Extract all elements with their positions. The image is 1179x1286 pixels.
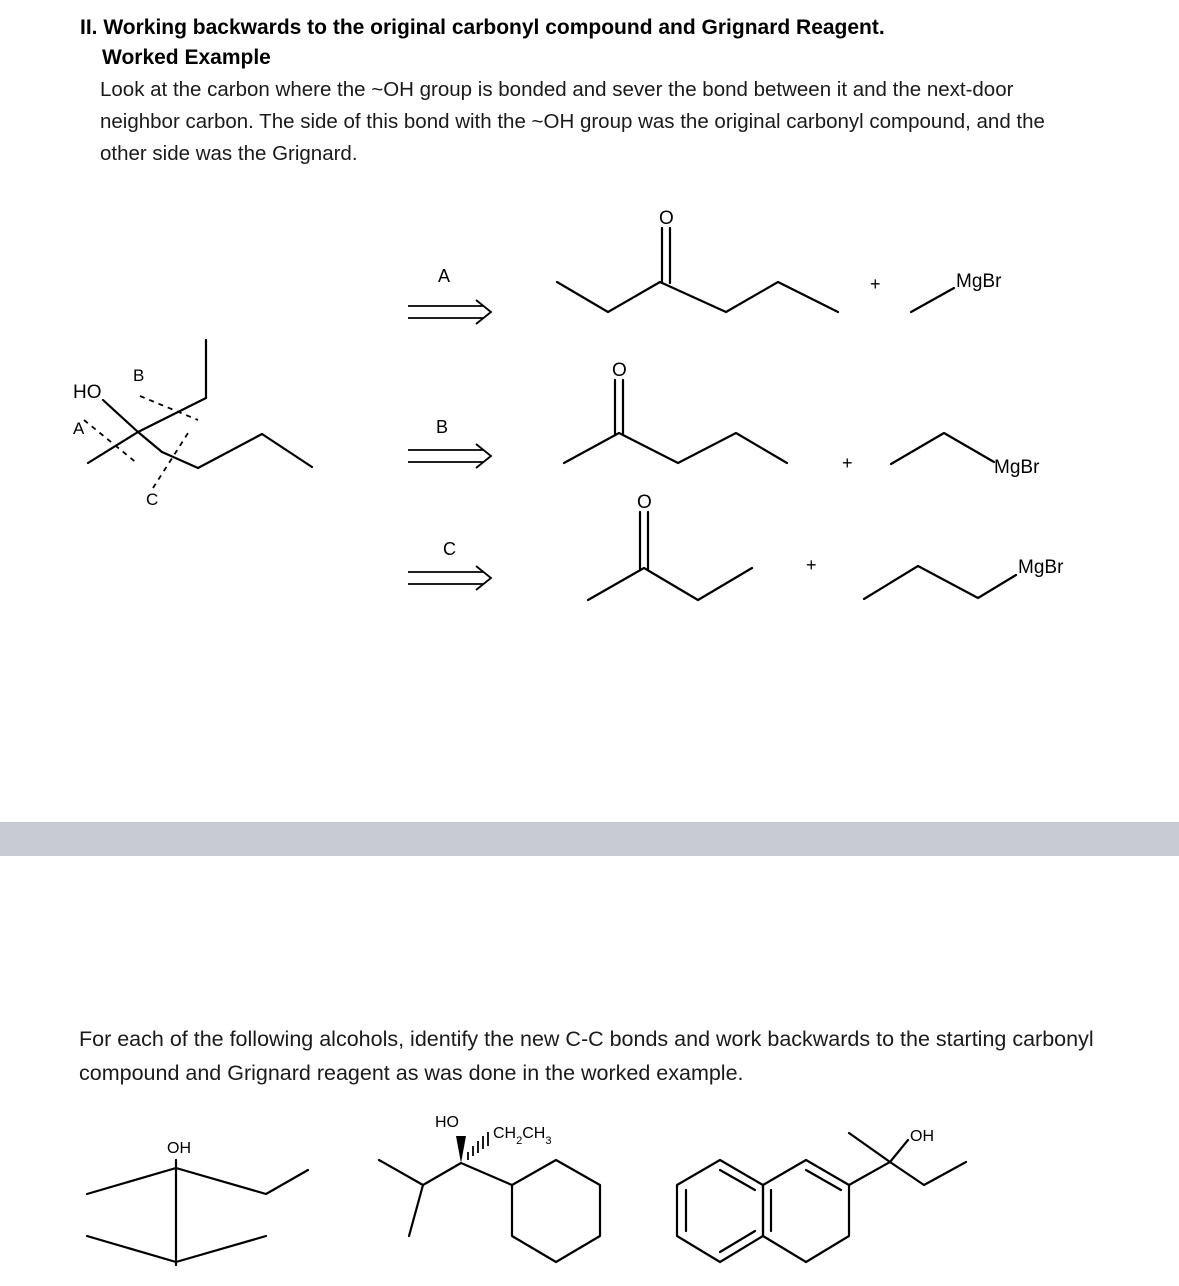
route-b-carbonyl <box>564 360 787 463</box>
exercise-molecule-3 <box>677 1128 966 1262</box>
exercise-instructions: For each of the following alcohols, identify the new C-C bonds and work backwards to the starting carbonyl compound and Grignard reagent as was done in the worked example. <box>79 1027 1094 1085</box>
route-b-carbonyl-oxygen: O <box>612 360 627 381</box>
cut-label-b: B <box>133 366 145 385</box>
route-b-plus: + <box>842 453 853 473</box>
exercise-1-oh-label: OH <box>167 1140 191 1157</box>
cut-label-a: A <box>73 419 85 438</box>
intro-paragraph: Look at the carbon where the ~OH group is bonded and sever the bond between it and the next-door neighbor carbon. The side of this bond with the ~OH group was the original carbonyl compound, and the other side was the Grignard. <box>100 78 1045 165</box>
cut-label-c: C <box>146 490 159 509</box>
alcohol-skeleton <box>88 340 312 468</box>
route-c-arrow-label: C <box>443 539 456 559</box>
route-a <box>408 208 1002 324</box>
route-a-arrow-label: A <box>438 266 451 286</box>
worked-example-alcohol <box>73 340 312 509</box>
exercise-molecule-1 <box>87 1140 308 1265</box>
svg-text:CH2CH3 <box>493 1125 551 1147</box>
route-c-retro-arrow <box>408 566 491 590</box>
exercise-2-hydroxyl-label: HO <box>435 1114 459 1131</box>
cyclohexane-ring <box>512 1160 600 1262</box>
route-c <box>408 492 1064 600</box>
hashed-bond <box>468 1132 488 1160</box>
exercise-2-substituent: $CH_2CH_3$ <box>493 1125 552 1147</box>
exercise-2-ethyl-label <box>493 1125 551 1147</box>
route-b-retro-arrow <box>408 444 491 468</box>
naphthalene-ring <box>677 1160 849 1262</box>
wedge-bond <box>456 1136 466 1163</box>
exercise-molecule-2 <box>379 1114 600 1262</box>
exercise-3-oh-label: OH <box>910 1128 934 1145</box>
route-a-carbonyl-oxygen: O <box>659 208 674 229</box>
route-a-plus: + <box>870 274 881 294</box>
route-b-arrow-label: B <box>436 417 449 437</box>
section-divider <box>0 822 1179 856</box>
route-c-grignard <box>864 557 1064 599</box>
route-c-grignard-label: MgBr <box>1018 557 1064 578</box>
route-a-carbonyl <box>557 208 838 312</box>
route-c-carbonyl <box>588 492 752 600</box>
route-b <box>408 360 1040 478</box>
alcohol-hydroxyl-label: HO <box>73 382 102 403</box>
route-c-carbonyl-oxygen: O <box>637 492 652 513</box>
route-a-grignard <box>911 271 1002 312</box>
route-b-grignard <box>891 433 1040 478</box>
route-a-retro-arrow <box>408 300 491 324</box>
worked-example-heading: Worked Example <box>102 46 271 69</box>
route-c-plus: + <box>806 555 817 575</box>
route-a-grignard-label: MgBr <box>956 271 1002 292</box>
route-b-grignard-label: MgBr <box>994 457 1040 478</box>
section-heading: II. Working backwards to the original carbonyl compound and Grignard Reagent. <box>80 16 885 39</box>
